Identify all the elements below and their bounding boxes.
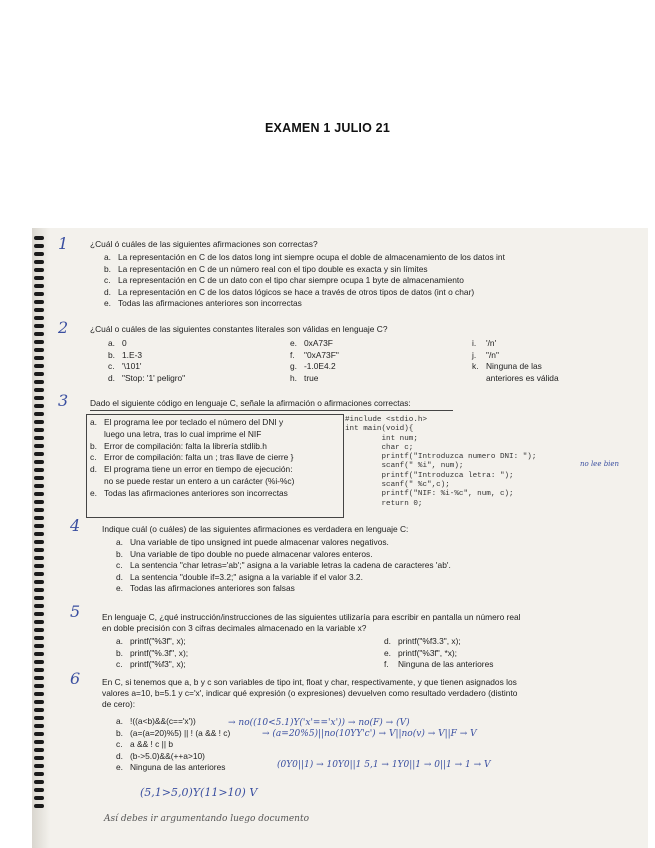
spiral-ring — [34, 676, 44, 680]
spiral-ring — [34, 476, 44, 480]
q2-option — [290, 361, 336, 372]
option-text: printf("%3f", x); — [130, 636, 186, 646]
option-letter: b. — [116, 548, 123, 559]
spiral-ring — [34, 420, 44, 424]
q4-option — [116, 537, 389, 548]
spiral-ring — [34, 500, 44, 504]
spiral-ring — [34, 724, 44, 728]
q5-number: 5 — [70, 602, 81, 621]
option-letter: f. — [384, 659, 389, 669]
spiral-ring — [34, 572, 44, 576]
option-text: La sentencia "char letras='ab';" asigna a la variable letras la cadena de caracteres 'ab'. — [130, 560, 451, 570]
spiral-ring — [34, 668, 44, 672]
spiral-ring — [34, 292, 44, 296]
spiral-ring — [34, 732, 44, 736]
option-text: La representación en C de un número real con el tipo double es exacta y sin límites — [118, 263, 428, 274]
option-letter: a. — [108, 338, 115, 348]
spiral-ring — [34, 596, 44, 600]
option-letter: c. — [90, 452, 97, 463]
q6-option — [116, 762, 225, 773]
option-text: !((a<b)&&(c=='x')) — [130, 716, 196, 726]
spiral-ring — [34, 652, 44, 656]
option-letter: e. — [116, 762, 123, 772]
option-text: printf("%.3f", x); — [130, 647, 189, 658]
spiral-ring — [34, 628, 44, 632]
option-text: La representación en C de los datos long int siempre ocupa el doble de almacenamiento de los datos int — [118, 252, 505, 262]
spiral-ring — [34, 788, 44, 792]
option-letter: b. — [90, 440, 97, 451]
spiral-ring — [34, 316, 44, 320]
option-text: luego una letra, tras lo cual imprime el NIF — [104, 428, 262, 439]
q1-option — [104, 252, 505, 263]
option-text: Una variable de tipo unsigned int puede almacenar valores negativos. — [130, 537, 389, 547]
option-text: (a=(a=20)%5) || ! (a && ! c) — [130, 727, 231, 738]
q5-option — [384, 659, 493, 670]
notebook-photo — [32, 228, 648, 848]
spiral-ring — [34, 532, 44, 536]
q6-text-line1: En C, si tenemos que a, b y c son variables de tipo int, float y char, respectivamente, y que tienen asignados los — [102, 677, 517, 687]
q6-option — [116, 739, 173, 750]
option-text: 0xA73F — [304, 338, 333, 348]
spiral-ring — [34, 516, 44, 520]
page-title: EXAMEN 1 JULIO 21 — [265, 121, 390, 135]
spiral-ring — [34, 492, 44, 496]
option-text: "Stop: '1' peligro" — [122, 372, 186, 383]
spiral-ring — [34, 364, 44, 368]
option-text: true — [304, 372, 319, 383]
spiral-ring — [34, 236, 44, 240]
option-text: Error de compilación: falta la librería stdlib.h — [104, 440, 267, 451]
option-text: Error de compilación: falta un ; tras llave de cierre } — [104, 452, 294, 463]
q6e-handwritten-work: (5,1>5,0)Y(11>10) V — [140, 786, 258, 799]
option-letter: d. — [116, 750, 123, 761]
spiral-ring — [34, 588, 44, 592]
spiral-ring — [34, 460, 44, 464]
spiral-ring — [34, 548, 44, 552]
option-letter: b. — [104, 263, 111, 274]
spiral-ring — [34, 284, 44, 288]
option-letter: e. — [384, 647, 391, 658]
spiral-ring — [34, 620, 44, 624]
q2-option — [290, 350, 339, 361]
option-text: printf("%f3", x); — [130, 659, 186, 669]
option-letter: d. — [104, 286, 111, 297]
spiral-ring — [34, 396, 44, 400]
spiral-ring — [34, 780, 44, 784]
spiral-ring — [34, 308, 44, 312]
option-letter: c. — [108, 361, 115, 371]
option-text: "0xA73F" — [304, 349, 339, 360]
spiral-ring — [34, 260, 44, 264]
option-text: anteriores es válida — [486, 372, 559, 383]
spiral-ring — [34, 716, 44, 720]
q4-number: 4 — [70, 516, 81, 535]
q3-number: 3 — [58, 391, 69, 410]
q1-option — [104, 264, 428, 275]
spiral-ring — [34, 772, 44, 776]
q2-option — [472, 338, 496, 349]
spiral-ring — [34, 684, 44, 688]
q5-text-line1: En lenguaje C, ¿qué instrucción/instrucciones de las siguientes utilizaría para escribir en pantalla un número real — [102, 612, 521, 622]
spiral-ring — [34, 748, 44, 752]
spiral-ring — [34, 444, 44, 448]
q1-number: 1 — [58, 234, 69, 253]
spiral-ring — [34, 700, 44, 704]
spiral-ring — [34, 244, 44, 248]
spiral-ring — [34, 324, 44, 328]
option-text: La representación en C de los datos lógicos se hace a través de otros tipos de datos (int o char) — [118, 286, 475, 297]
option-letter: d. — [108, 372, 115, 383]
option-text: Ninguna de las anteriores — [130, 762, 226, 772]
option-letter: c. — [116, 560, 123, 570]
q3-option — [90, 488, 288, 499]
spiral-ring — [34, 300, 44, 304]
option-text: Todas las afirmaciones anteriores son incorrectas — [104, 487, 288, 498]
spiral-ring — [34, 660, 44, 664]
option-text: printf("%3f", *x); — [398, 647, 458, 658]
spiral-ring — [34, 756, 44, 760]
q2-option — [290, 338, 333, 349]
q6b-handwritten-work: → (a=20%5)||no(10YY'c') → V||no(v) → V||F → V — [262, 729, 477, 739]
option-text: Ninguna de las anteriores — [398, 659, 494, 669]
q2-option — [290, 373, 318, 384]
q5-option — [116, 636, 186, 647]
option-text: "/n" — [486, 349, 499, 360]
spiral-ring — [34, 524, 44, 528]
spiral-ring — [34, 356, 44, 360]
q2-option — [108, 361, 142, 372]
spiral-binding — [32, 236, 46, 812]
q2-option — [472, 373, 559, 384]
spiral-ring — [34, 404, 44, 408]
spiral-ring — [34, 564, 44, 568]
q5-option — [384, 636, 461, 647]
q3-option — [90, 464, 293, 475]
option-letter: a. — [116, 716, 123, 726]
q3-code-block: #include <stdio.h> int main(void){ int num; char c; printf("Introduzca numero DNI: "); scanf(" %i", num); printf("Introduzca letra: "); scanf(" %c",c); printf("NIF: %i-%c", num, c); return 0; — [345, 416, 537, 508]
spiral-ring — [34, 372, 44, 376]
footer-handwritten-note: Así debes ir argumentando luego documento — [104, 814, 310, 824]
q5-option — [384, 648, 457, 659]
q6-text-line2: valores a=10, b=5.1 y c='x', indicar qué expresión (o expresiones) devuelven como resultado verdadero (distinto — [102, 688, 518, 698]
option-letter: e. — [90, 487, 97, 498]
option-text: (b->5.0)&&(++a>10) — [130, 750, 205, 761]
spiral-ring — [34, 804, 44, 808]
q5-text-line2: en doble precisión con 3 cifras decimales almacenado en la variable x? — [102, 623, 367, 633]
option-letter: f. — [290, 349, 295, 360]
option-letter: d. — [90, 464, 97, 475]
spiral-ring — [34, 388, 44, 392]
option-text: '\101' — [122, 361, 142, 371]
q2-option — [472, 361, 542, 372]
spiral-ring — [34, 556, 44, 560]
q4-option — [116, 572, 363, 583]
option-letter: b. — [116, 727, 123, 738]
spiral-ring — [34, 692, 44, 696]
option-letter: d. — [384, 636, 391, 646]
option-letter: a. — [116, 537, 123, 547]
option-letter: c. — [116, 659, 123, 669]
spiral-ring — [34, 644, 44, 648]
q3-handwritten-note: no lee bien — [580, 460, 620, 468]
spiral-ring — [34, 580, 44, 584]
spiral-ring — [34, 484, 44, 488]
q4-option — [116, 549, 373, 560]
option-text: no se puede restar un entero a un carácter (%i-%c) — [104, 476, 295, 486]
option-text: El programa tiene un error en tiempo de ejecución: — [104, 464, 293, 475]
spiral-ring — [34, 796, 44, 800]
spiral-ring — [34, 340, 44, 344]
q6-option — [116, 751, 205, 762]
option-text: a && ! c || b — [130, 739, 173, 749]
option-letter: b. — [108, 349, 115, 360]
option-letter: j. — [472, 349, 477, 360]
option-text: Una variable de tipo double no puede almacenar valores enteros. — [130, 548, 373, 559]
spiral-ring — [34, 252, 44, 256]
q2-option — [472, 350, 499, 361]
option-text: -1.0E4.2 — [304, 361, 336, 371]
option-letter: g. — [290, 361, 297, 371]
spiral-ring — [34, 764, 44, 768]
q6-text-line3: de cero): — [102, 699, 136, 709]
q1-option — [104, 298, 302, 309]
option-letter: d. — [116, 571, 123, 582]
q4-option — [116, 560, 451, 571]
spiral-ring — [34, 708, 44, 712]
q3-option — [90, 452, 293, 463]
option-text: El programa lee por teclado el número del DNI y — [104, 417, 284, 427]
q1-text: ¿Cuál ó cuáles de las siguientes afirmaciones son correctas? — [90, 239, 318, 249]
q2-option — [108, 338, 127, 349]
option-letter: e. — [116, 583, 123, 593]
q3-text: Dado el siguiente código en lenguaje C, señale la afirmación o afirmaciones correctas: — [90, 398, 411, 408]
option-letter: c. — [116, 739, 123, 749]
q5-option — [116, 659, 186, 670]
option-letter: a. — [90, 417, 97, 427]
q6-number: 6 — [70, 669, 81, 688]
spiral-ring — [34, 540, 44, 544]
spiral-ring — [34, 604, 44, 608]
q4-option — [116, 583, 295, 594]
option-letter: a. — [104, 252, 111, 262]
q4-text: Indique cuál (o cuáles) de las siguientes afirmaciones es verdadera en lenguaje C: — [102, 524, 409, 534]
spiral-ring — [34, 436, 44, 440]
spiral-ring — [34, 268, 44, 272]
q2-text: ¿Cuál o cuáles de las siguientes constantes literales son válidas en lenguaje C? — [90, 324, 388, 334]
spiral-ring — [34, 740, 44, 744]
option-text: Todas las afirmaciones anteriores son falsas — [130, 583, 295, 593]
option-text: La sentencia "double if=3.2;" asigna a la variable if el valor 3.2. — [130, 571, 363, 582]
spiral-ring — [34, 348, 44, 352]
spiral-ring — [34, 276, 44, 280]
option-text: La representación en C de un dato con el tipo char siempre ocupa 1 byte de almacenamiento — [118, 275, 464, 285]
q3-option — [90, 441, 267, 452]
q6-option — [116, 716, 196, 727]
q3-option — [90, 476, 294, 487]
q2-option — [108, 373, 185, 384]
spiral-ring — [34, 332, 44, 336]
q2-option — [108, 350, 142, 361]
option-letter: c. — [104, 275, 111, 285]
option-letter: k. — [472, 361, 479, 371]
q6a-handwritten-work: → no((10<5.1)Y('x'=='x')) → no(F) → (V) — [228, 718, 410, 728]
q5-option — [116, 648, 188, 659]
spiral-ring — [34, 612, 44, 616]
q2-number: 2 — [58, 318, 69, 337]
option-letter: b. — [116, 647, 123, 658]
q6-option — [116, 728, 230, 739]
spiral-ring — [34, 508, 44, 512]
option-letter: e. — [290, 338, 297, 348]
spiral-ring — [34, 468, 44, 472]
option-text: printf("%f3.3", x); — [398, 636, 461, 646]
q3-option — [90, 417, 283, 428]
option-letter: a. — [116, 636, 123, 646]
option-letter: e. — [104, 298, 111, 308]
option-text: 1.E-3 — [122, 349, 143, 360]
spiral-ring — [34, 380, 44, 384]
q1-option — [104, 275, 464, 286]
spiral-ring — [34, 452, 44, 456]
option-letter: h. — [290, 372, 297, 383]
q3-option — [90, 429, 261, 440]
option-text: '/n' — [486, 338, 497, 348]
option-letter: i. — [472, 338, 477, 348]
option-text: 0 — [122, 338, 127, 348]
option-text: Ninguna de las — [486, 361, 542, 371]
spiral-ring — [34, 412, 44, 416]
q1-option — [104, 287, 474, 298]
spiral-ring — [34, 428, 44, 432]
spiral-ring — [34, 636, 44, 640]
option-text: Todas las afirmaciones anteriores son incorrectas — [118, 298, 302, 308]
q6d-handwritten-work: (0Y0||1) → 10Y0||1 5,1 → 1Y0||1 → 0||1 → 1 → V — [277, 760, 491, 770]
